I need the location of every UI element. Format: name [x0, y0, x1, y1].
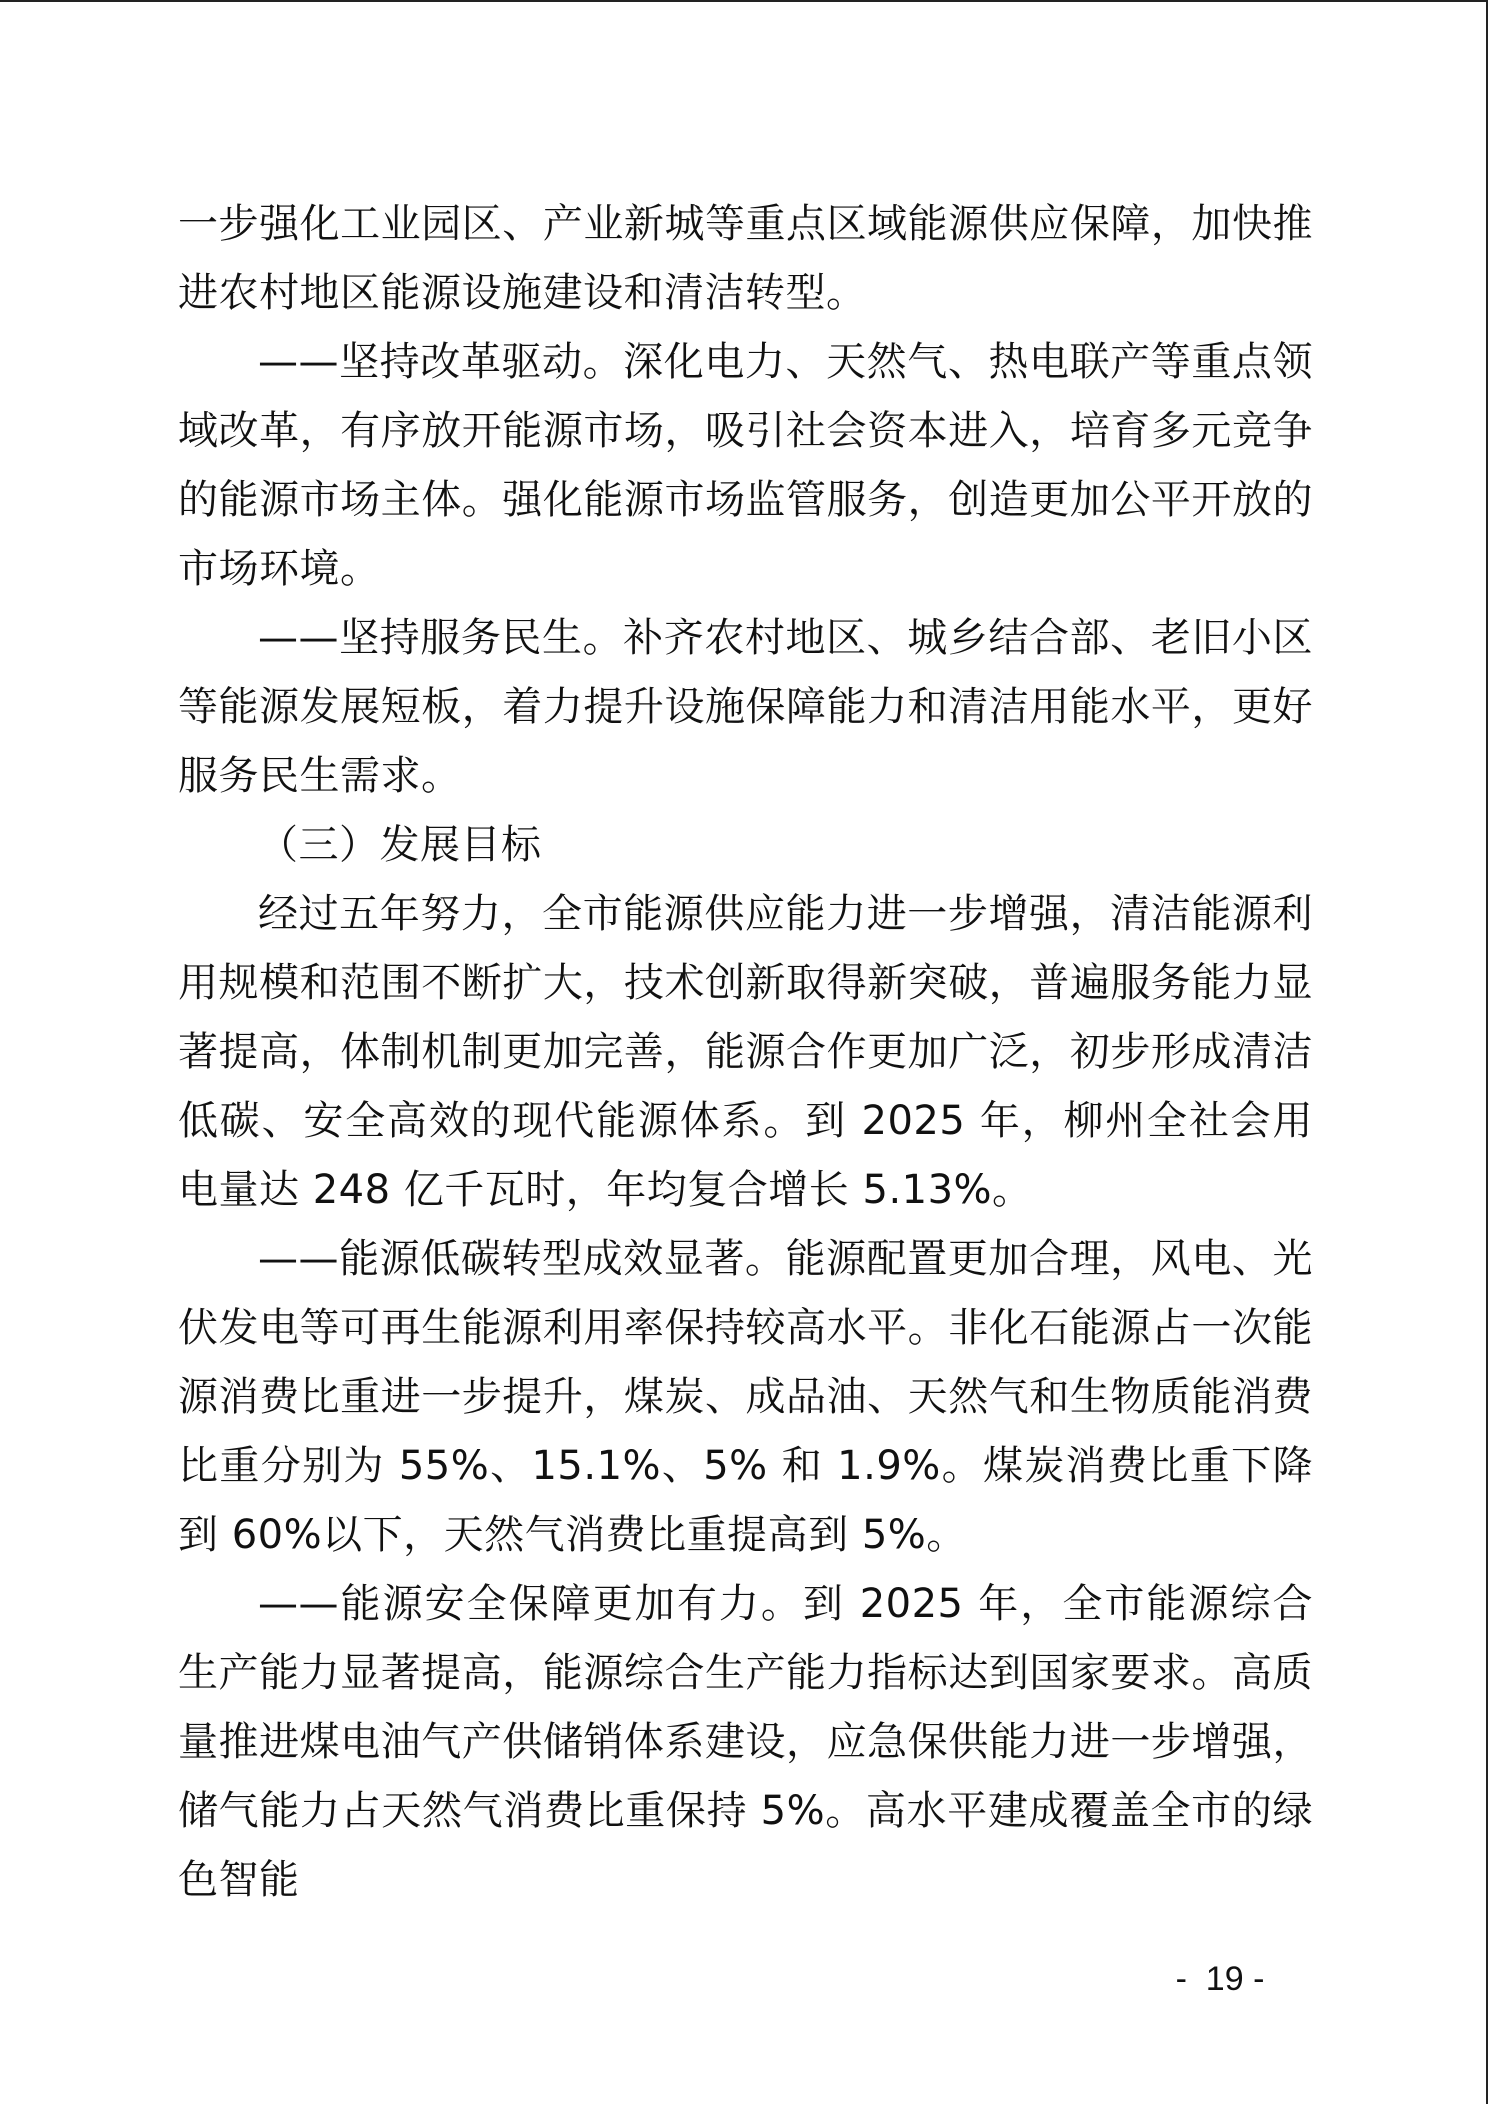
page-number: - 19 -	[1175, 1960, 1265, 1998]
paragraph-1: 一步强化工业园区、产业新城等重点区域能源供应保障，加快推进农村地区能源设施建设和清洁转型。	[178, 201, 1313, 316]
top-border-line	[0, 0, 1488, 2]
section-heading: （三）发展目标	[258, 822, 542, 868]
paragraph-5: ——能源低碳转型成效显著。能源配置更加合理，风电、光伏发电等可再生能源利用率保持较高水平。非化石能源占一次能源消费比重进一步提升，煤炭、成品油、天然气和生物质能消费比重分别为 55%、15.1%、5% 和 1.9%。煤炭消费比重下降到 60%以下，天然气消费比重提高到 5%。	[178, 1236, 1313, 1558]
paragraph-6: ——能源安全保障更加有力。到 2025 年，全市能源综合生产能力显著提高，能源综合生产能力指标达到国家要求。高质量推进煤电油气产供储销体系建设，应急保供能力进一步增强，储气能力占天然气消费比重保持 5%。高水平建成覆盖全市的绿色智能	[178, 1581, 1313, 1903]
paragraph-4: 经过五年努力，全市能源供应能力进一步增强，清洁能源利用规模和范围不断扩大，技术创新取得新突破，普遍服务能力显著提高，体制机制更加完善，能源合作更加广泛，初步形成清洁低碳、安全高效的现代能源体系。到 2025 年，柳州全社会用电量达 248 亿千瓦时，年均复合增长 5.13%。	[178, 891, 1313, 1213]
paragraph-2: ——坚持改革驱动。深化电力、天然气、热电联产等重点领域改革，有序放开能源市场，吸引社会资本进入，培育多元竞争的能源市场主体。强化能源市场监管服务，创造更加公平开放的市场环境。	[178, 339, 1313, 592]
paragraph-3: ——坚持服务民生。补齐农村地区、城乡结合部、老旧小区等能源发展短板，着力提升设施保障能力和清洁用能水平，更好服务民生需求。	[178, 615, 1313, 799]
document-body	[178, 190, 1313, 1915]
